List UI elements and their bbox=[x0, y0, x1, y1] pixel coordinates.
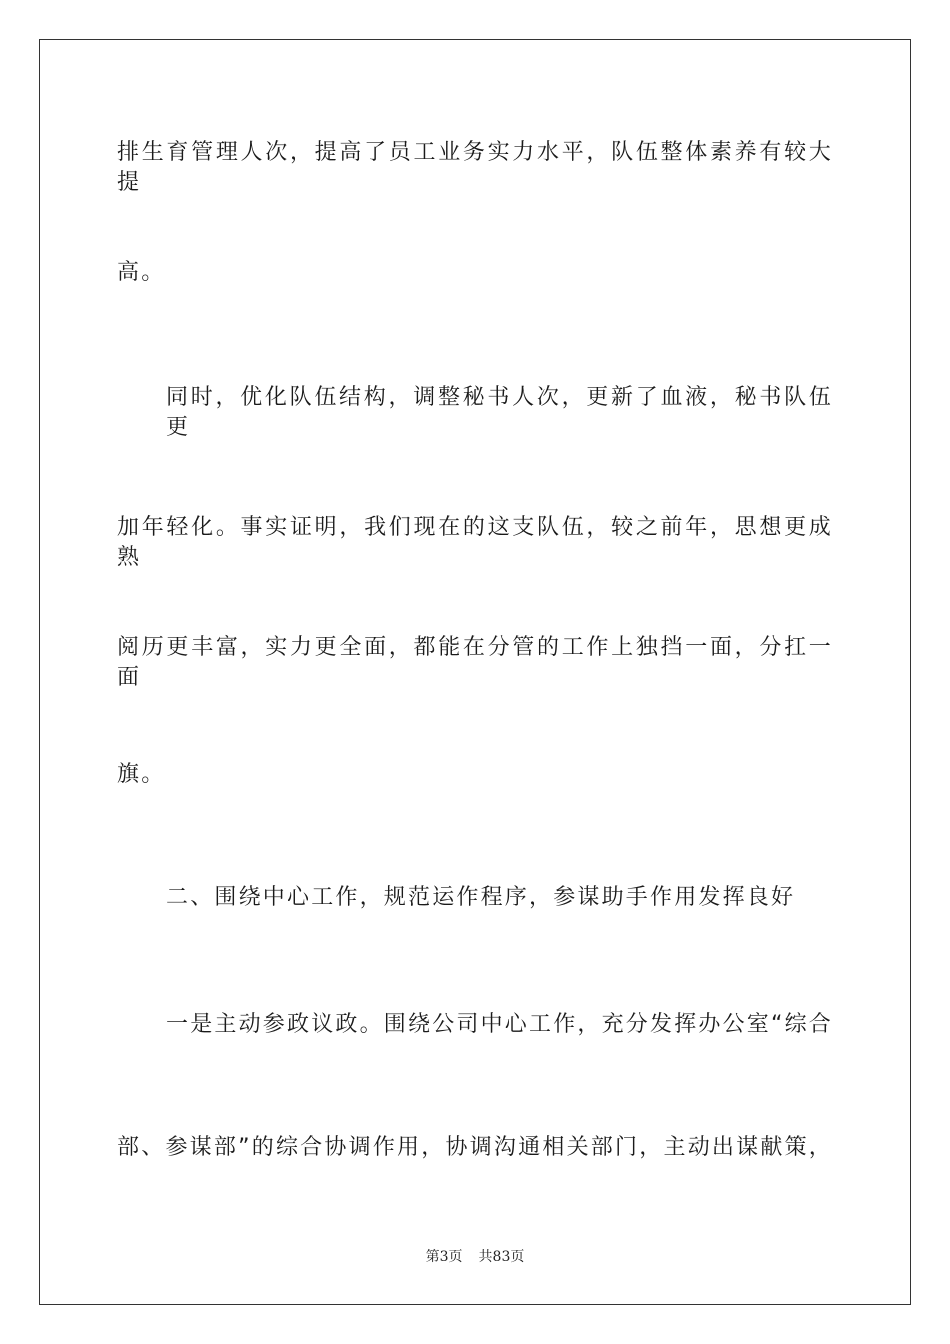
paragraph-line: 加年轻化。事实证明，我们现在的这支队伍，较之前年，思想更成熟 bbox=[117, 515, 833, 570]
paragraph-line: 一是主动参政议政。围绕公司中心工作，充分发挥办公室“综合 bbox=[166, 1012, 833, 1037]
page-footer bbox=[0, 1248, 950, 1266]
paragraph-line: 排生育管理人次，提高了员工业务实力水平，队伍整体素养有较大提 bbox=[117, 140, 833, 195]
page-total: 共83页 bbox=[478, 1249, 525, 1265]
page-number: 第3页 bbox=[425, 1249, 463, 1265]
paragraph-line: 高。 bbox=[117, 260, 166, 285]
section-heading: 二、围绕中心工作，规范运作程序，参谋助手作用发挥良好 bbox=[166, 885, 796, 910]
paragraph-line: 部、参谋部”的综合协调作用，协调沟通相关部门，主动出谋献策， bbox=[117, 1135, 833, 1160]
paragraph-line: 同时，优化队伍结构，调整秘书人次，更新了血液，秘书队伍更 bbox=[166, 385, 833, 440]
paragraph-line: 旗。 bbox=[117, 762, 166, 787]
paragraph-line: 阅历更丰富，实力更全面，都能在分管的工作上独挡一面，分扛一面 bbox=[117, 635, 833, 690]
